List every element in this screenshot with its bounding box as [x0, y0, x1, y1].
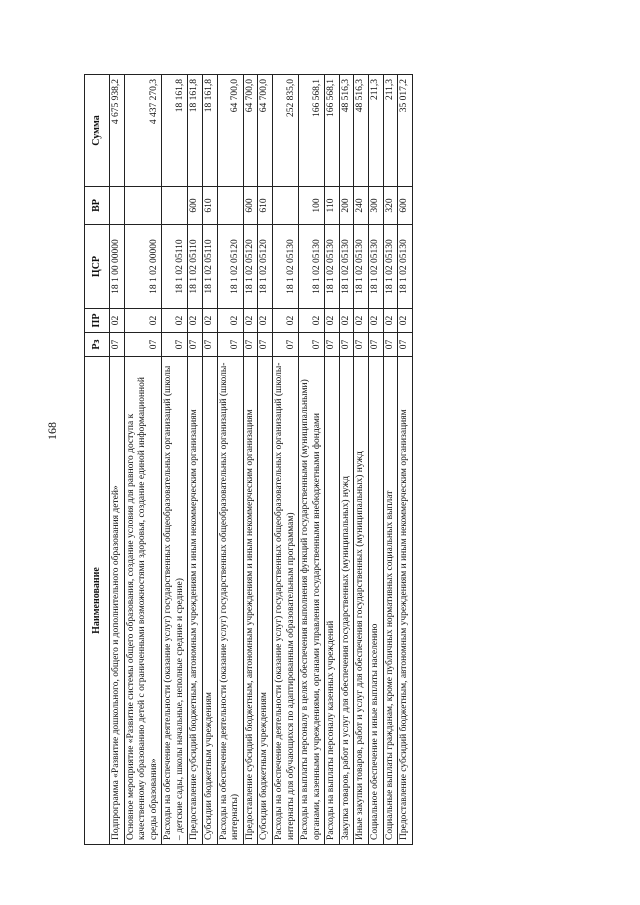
header-sum: Сумма [85, 75, 110, 187]
cell-vr: 100 [299, 187, 325, 225]
cell-name: Предоставление субсидий бюджетным, автономным учреждениям и иным некоммерческим организациям [188, 357, 203, 845]
cell-vr: 610 [258, 187, 273, 225]
cell-rz: 07 [299, 333, 325, 357]
cell-vr: 200 [339, 187, 354, 225]
cell-name: Социальное обеспечение и иные выплаты населению [368, 357, 383, 845]
cell-sum: 4 675 938,2 [110, 75, 125, 187]
cell-pr: 02 [368, 309, 383, 333]
table-row [124, 75, 162, 845]
cell-pr: 02 [272, 309, 298, 333]
cell-sum: 18 161,8 [203, 75, 218, 187]
cell-pr: 02 [299, 309, 325, 333]
cell-rz: 07 [162, 333, 188, 357]
cell-vr [110, 187, 125, 225]
table-row [299, 75, 325, 845]
table-row [368, 75, 383, 845]
cell-pr: 02 [339, 309, 354, 333]
table-row [203, 75, 218, 845]
cell-sum: 211,3 [368, 75, 383, 187]
cell-rz: 07 [258, 333, 273, 357]
cell-csr: 18 1 02 05110 [203, 225, 218, 309]
cell-name: Расходы на обеспечение деятельности (оказание услуг) государственных общеобразовательных организаций (школы – детские сады, школы начальные, неполные средние и средние) [162, 357, 188, 845]
cell-csr: 18 1 02 05130 [354, 225, 369, 309]
cell-csr: 18 1 02 05110 [162, 225, 188, 309]
cell-rz: 07 [272, 333, 298, 357]
cell-csr: 18 1 02 00000 [124, 225, 162, 309]
cell-vr [162, 187, 188, 225]
cell-rz: 07 [124, 333, 162, 357]
table-header-row [85, 75, 110, 845]
table-row [354, 75, 369, 845]
cell-name: Закупка товаров, работ и услуг для обеспечения государственных (муниципальных) нужд [339, 357, 354, 845]
rotated-page-content [84, 75, 413, 845]
cell-sum: 166 568,1 [325, 75, 340, 187]
cell-rz: 07 [217, 333, 243, 357]
table-row [110, 75, 125, 845]
table-row [188, 75, 203, 845]
cell-sum: 252 835,0 [272, 75, 298, 187]
cell-name: Подпрограмма «Развитие дошкольного, общего и дополнительного образования детей» [110, 357, 125, 845]
cell-csr: 18 1 02 05130 [339, 225, 354, 309]
cell-pr: 02 [203, 309, 218, 333]
cell-csr: 18 1 02 05120 [258, 225, 273, 309]
cell-name: Иные закупки товаров, работ и услуг для обеспечения государственных (муниципальных) нужд [354, 357, 369, 845]
cell-pr: 02 [325, 309, 340, 333]
page-number: 168 [45, 422, 59, 440]
header-csr: ЦСР [85, 225, 110, 309]
cell-rz: 07 [243, 333, 258, 357]
cell-csr: 18 1 02 05130 [383, 225, 398, 309]
cell-pr: 02 [354, 309, 369, 333]
cell-csr: 18 1 02 05110 [188, 225, 203, 309]
cell-rz: 07 [398, 333, 413, 357]
cell-vr: 610 [203, 187, 218, 225]
cell-sum: 64 700,0 [258, 75, 273, 187]
cell-csr: 18 1 02 05130 [398, 225, 413, 309]
cell-vr: 600 [188, 187, 203, 225]
table-row [325, 75, 340, 845]
table-row [243, 75, 258, 845]
table-row [398, 75, 413, 845]
cell-rz: 07 [203, 333, 218, 357]
cell-pr: 02 [258, 309, 273, 333]
header-vr: ВР [85, 187, 110, 225]
cell-name: Предоставление субсидий бюджетным, автономным учреждениям и иным некоммерческим организациям [398, 357, 413, 845]
cell-pr: 02 [124, 309, 162, 333]
cell-sum: 64 700,0 [217, 75, 243, 187]
header-pr: ПР [85, 309, 110, 333]
cell-pr: 02 [162, 309, 188, 333]
cell-vr: 600 [398, 187, 413, 225]
cell-sum: 64 700,0 [243, 75, 258, 187]
cell-pr: 02 [217, 309, 243, 333]
cell-vr: 320 [383, 187, 398, 225]
cell-sum: 18 161,8 [188, 75, 203, 187]
cell-name: Расходы на выплаты персоналу казенных учреждений [325, 357, 340, 845]
cell-vr [217, 187, 243, 225]
cell-pr: 02 [398, 309, 413, 333]
cell-csr: 18 1 02 05130 [368, 225, 383, 309]
cell-sum: 18 161,8 [162, 75, 188, 187]
cell-sum: 48 516,3 [354, 75, 369, 187]
header-rz: Рз [85, 333, 110, 357]
cell-pr: 02 [110, 309, 125, 333]
cell-sum: 4 437 270,3 [124, 75, 162, 187]
cell-rz: 07 [188, 333, 203, 357]
cell-rz: 07 [339, 333, 354, 357]
cell-vr [272, 187, 298, 225]
table-body [110, 75, 413, 845]
cell-name: Расходы на выплаты персоналу в целях обеспечения выполнения функций государственными (муниципальными) органами, казенными учреждениями, органами управления государственными внебюджетными фондами [299, 357, 325, 845]
cell-pr: 02 [383, 309, 398, 333]
table-row [339, 75, 354, 845]
cell-sum: 211,3 [383, 75, 398, 187]
cell-name: Субсидии бюджетным учреждениям [258, 357, 273, 845]
cell-csr: 18 1 02 05130 [299, 225, 325, 309]
cell-csr: 18 1 02 05130 [325, 225, 340, 309]
cell-name: Расходы на обеспечение деятельности (оказание услуг) государственных общеобразовательных организаций (школы-интернаты) [217, 357, 243, 845]
cell-vr [124, 187, 162, 225]
cell-pr: 02 [243, 309, 258, 333]
cell-name: Социальные выплаты гражданам, кроме публичных нормативных социальных выплат [383, 357, 398, 845]
cell-name: Расходы на обеспечение деятельности (оказание услуг) государственных общеобразовательных организаций (школы-интернаты для обучающихся по адаптированным образовательным программам) [272, 357, 298, 845]
cell-rz: 07 [325, 333, 340, 357]
cell-vr: 240 [354, 187, 369, 225]
cell-csr: 18 1 00 00000 [110, 225, 125, 309]
cell-rz: 07 [110, 333, 125, 357]
table-row [217, 75, 243, 845]
table-row [272, 75, 298, 845]
cell-sum: 48 516,3 [339, 75, 354, 187]
header-name: Наименование [85, 357, 110, 845]
cell-vr: 110 [325, 187, 340, 225]
cell-csr: 18 1 02 05120 [217, 225, 243, 309]
table-row [258, 75, 273, 845]
cell-csr: 18 1 02 05130 [272, 225, 298, 309]
cell-rz: 07 [354, 333, 369, 357]
cell-vr: 300 [368, 187, 383, 225]
cell-rz: 07 [383, 333, 398, 357]
table-row [383, 75, 398, 845]
table-row [162, 75, 188, 845]
cell-rz: 07 [368, 333, 383, 357]
cell-name: Основное мероприятие «Развитие системы общего образования, создание условия для равного доступа к качественному образованию детей с ограниченными возможностями здоровья, создание единой информационной среды образования» [124, 357, 162, 845]
cell-name: Субсидии бюджетным учреждениям [203, 357, 218, 845]
cell-sum: 166 568,1 [299, 75, 325, 187]
budget-table [84, 74, 413, 845]
cell-csr: 18 1 02 05120 [243, 225, 258, 309]
cell-pr: 02 [188, 309, 203, 333]
cell-sum: 35 017,2 [398, 75, 413, 187]
cell-vr: 600 [243, 187, 258, 225]
cell-name: Предоставление субсидий бюджетным, автономным учреждениям и иным некоммерческим организациям [243, 357, 258, 845]
